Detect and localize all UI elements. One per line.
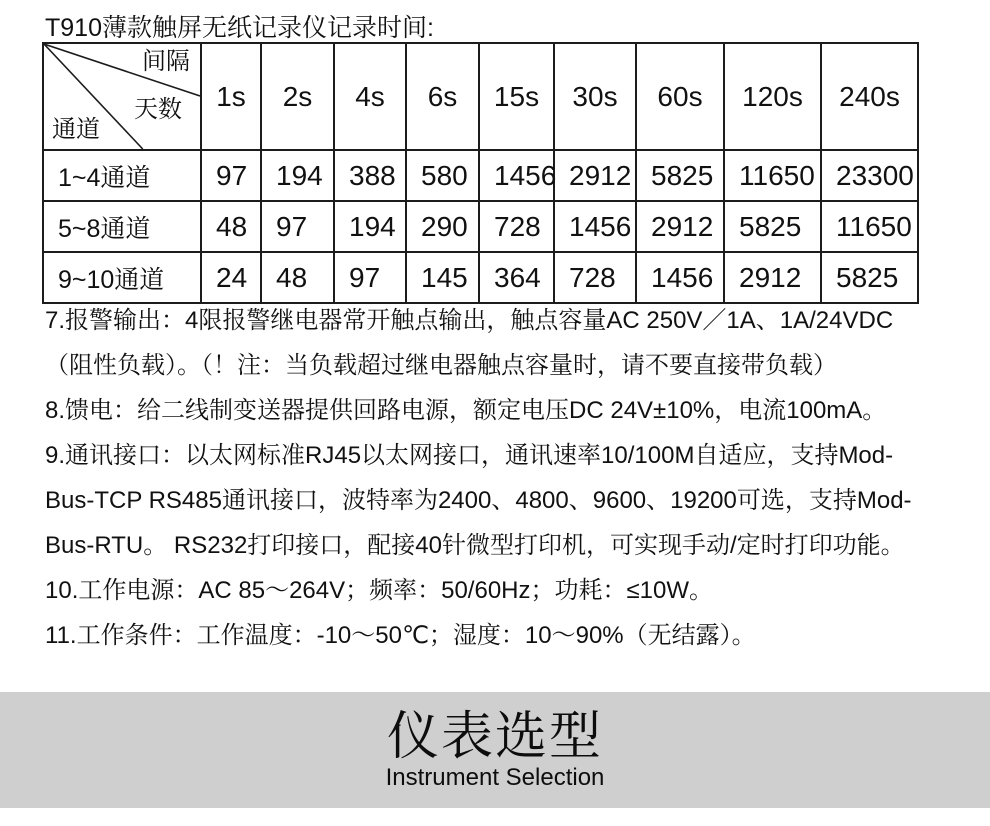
section-banner-title: 仪表选型 xyxy=(386,708,603,766)
table-cell: 145 xyxy=(406,252,479,303)
interval-header: 120s xyxy=(724,43,821,150)
interval-header: 60s xyxy=(636,43,724,150)
section-banner-subtitle: Instrument Selection xyxy=(385,764,605,791)
interval-header: 4s xyxy=(334,43,406,150)
table-row xyxy=(43,252,918,303)
spec-line-11: 11.工作条件：工作温度：-10～50℃；湿度：10～90%（无结露）。 xyxy=(45,622,756,649)
table-cell: 97 xyxy=(261,201,334,252)
table-cell: 5825 xyxy=(724,201,821,252)
table-cell: 48 xyxy=(261,252,334,303)
table-cell: 290 xyxy=(406,201,479,252)
corner-label-channel: 通道 xyxy=(52,116,100,143)
table-cell: 2912 xyxy=(636,201,724,252)
table-cell: 364 xyxy=(479,252,554,303)
table-row xyxy=(43,201,918,252)
table-cell: 97 xyxy=(334,252,406,303)
table-cell: 1456 xyxy=(554,201,636,252)
table-cell: 48 xyxy=(201,201,261,252)
interval-header: 6s xyxy=(406,43,479,150)
table-cell: 1456 xyxy=(636,252,724,303)
table-row xyxy=(43,150,918,201)
spec-line-9b: Bus-TCP RS485通讯接口，波特率为2400、4800、9600、19200可选，支持Mod- xyxy=(45,487,912,514)
table-cell: 1456 xyxy=(479,150,554,201)
table-cell: 194 xyxy=(261,150,334,201)
table-cell: 5825 xyxy=(821,252,918,303)
spec-list xyxy=(45,298,975,658)
table-header-row xyxy=(43,43,918,150)
interval-header: 240s xyxy=(821,43,918,150)
table-cell: 728 xyxy=(479,201,554,252)
spec-line-7a: 7.报警输出：4限报警继电器常开触点输出，触点容量AC 250V／1A、1A/24VDC xyxy=(45,307,894,334)
table-cell: 97 xyxy=(201,150,261,201)
table-cell: 11650 xyxy=(821,201,918,252)
table-cell: 388 xyxy=(334,150,406,201)
table-cell: 5825 xyxy=(636,150,724,201)
page-title: T910薄款触屏无纸记录仪记录时间: xyxy=(45,14,434,42)
spec-line-9c: Bus-RTU。 RS232打印接口，配接40针微型打印机，可实现手动/定时打印功能。 xyxy=(45,532,905,559)
interval-header: 2s xyxy=(261,43,334,150)
table-cell: 11650 xyxy=(724,150,821,201)
interval-header: 15s xyxy=(479,43,554,150)
interval-header: 30s xyxy=(554,43,636,150)
corner-label-days: 天数 xyxy=(134,96,182,123)
table-cell: 728 xyxy=(554,252,636,303)
row-label: 5~8通道 xyxy=(43,201,201,252)
corner-label-interval: 间隔 xyxy=(142,48,190,75)
table-cell: 580 xyxy=(406,150,479,201)
section-banner xyxy=(0,692,990,808)
recording-time-table xyxy=(42,42,919,304)
row-label: 1~4通道 xyxy=(43,150,201,201)
interval-header: 1s xyxy=(201,43,261,150)
spec-line-8: 8.馈电：给二线制变送器提供回路电源，额定电压DC 24V±10%，电流100mA。 xyxy=(45,397,887,424)
spec-line-9a: 9.通讯接口：以太网标准RJ45以太网接口，通讯速率10/100M自适应，支持Mod- xyxy=(45,442,894,469)
table-cell: 23300 xyxy=(821,150,918,201)
table-cell: 24 xyxy=(201,252,261,303)
table-corner-cell xyxy=(43,43,201,150)
table-cell: 2912 xyxy=(724,252,821,303)
spec-line-7b: （阻性负载）。（！注：当负载超过继电器触点容量时，请不要直接带负载） xyxy=(45,352,837,379)
table-cell: 194 xyxy=(334,201,406,252)
spec-line-10: 10.工作电源：AC 85～264V；频率：50/60Hz；功耗：≤10W。 xyxy=(45,577,714,604)
table-cell: 2912 xyxy=(554,150,636,201)
row-label: 9~10通道 xyxy=(43,252,201,303)
